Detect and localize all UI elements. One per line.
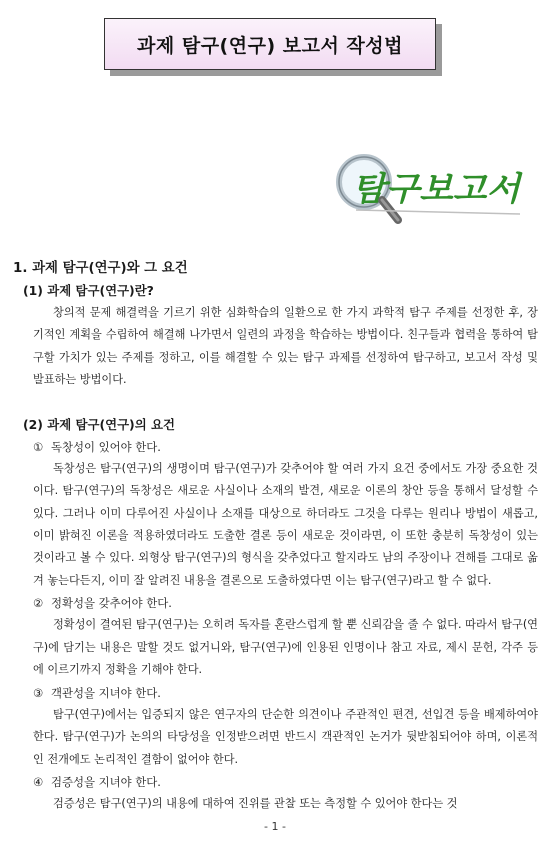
paragraph: 창의적 문제 해결력을 기르기 위한 심화학습의 일환으로 한 가지 과학적 탐구 주제를 선정한 후, 장기적인 계획을 수립하여 해결해 나가면서 일련의 과정을 학습하는 방법이다. 친구들과 협력을 통하여 탐구할 가치가 있는 주제를 정하고, 이를 해결할 수 있는 탐구 과제를 선정하여 탐구하고, 보고서 작성 및 발표하는 방법이다. (33, 306, 538, 387)
subsection-heading: (1) 과제 탐구(연구)란? (23, 283, 154, 298)
list-item-heading: ② 정확성을 갖추어야 한다. (33, 596, 172, 611)
page-number: - 1 - (264, 820, 286, 833)
document-body (13, 258, 538, 816)
paragraph: 검증성은 탐구(연구)의 내용에 대하여 진위를 관찰 또는 측정할 수 있어야 한다는 것 (53, 797, 458, 811)
list-item-heading: ① 독창성이 있어야 한다. (33, 439, 161, 454)
section-heading: 1. 과제 탐구(연구)와 그 요건 (13, 261, 188, 276)
paragraph: 정확성이 결여된 탐구(연구)는 오히려 독자를 혼란스럽게 할 뿐 신뢰감을 줄 수 없다. 따라서 탐구(연구)에 담기는 내용은 말할 것도 없거니와, 탐구(연구)에 인용된 인명이나 참고 자료, 제시 문헌, 각주 등에 이르기까지 정확을 기해야 한다. (33, 618, 538, 677)
logo-text: 탐구보고서 (352, 169, 524, 208)
paragraph: 독창성은 탐구(연구)의 생명이며 탐구(연구)가 갖추어야 할 여러 가지 요건 중에서도 가장 중요한 것이다. 탐구(연구)의 독창성은 새로운 사실이나 소재의 발견, 새로운 이론의 창안 등을 통해서 달성할 수 있다. 그러나 이미 다루어진 사실이나 소재를 대상으로 하더라도 그것을 다루는 원리나 방법이 새롭고, 이미 밝혀진 이론을 적용하였더라도 도출한 결론 등이 새로운 것이라면, 이 또한 충분히 독창성이 있는 것이라고 볼 수 있다. 외형상 탐구(연구)의 형식을 갖추었다고 할지라도 남의 주장이나 견해를 그대로 옮겨 놓는다든지, 이미 잘 알려진 내용을 결론으로 도출하였다면 이는 탐구(연구)라고 할 수 없다. (33, 461, 538, 587)
subsection-heading: (2) 과제 탐구(연구)의 요건 (23, 416, 175, 432)
logo (328, 148, 528, 233)
list-item-heading: ④ 검증성을 지녀야 한다. (33, 775, 161, 790)
list-item-heading: ③ 객관성을 지녀야 한다. (33, 685, 161, 700)
document-title: 과제 탐구(연구) 보고서 작성법 (137, 34, 403, 57)
paragraph: 탐구(연구)에서는 입증되지 않은 연구자의 단순한 의견이나 주관적인 편견, 선입견 등을 배제하여야 한다. 탐구(연구)가 논의의 타당성을 인정받으려면 반드시 객관적인 논거가 뒷받침되어야 하며, 이론적인 전개에도 논리적인 결함이 없어야 한다. (33, 707, 538, 766)
title-box (104, 18, 436, 70)
